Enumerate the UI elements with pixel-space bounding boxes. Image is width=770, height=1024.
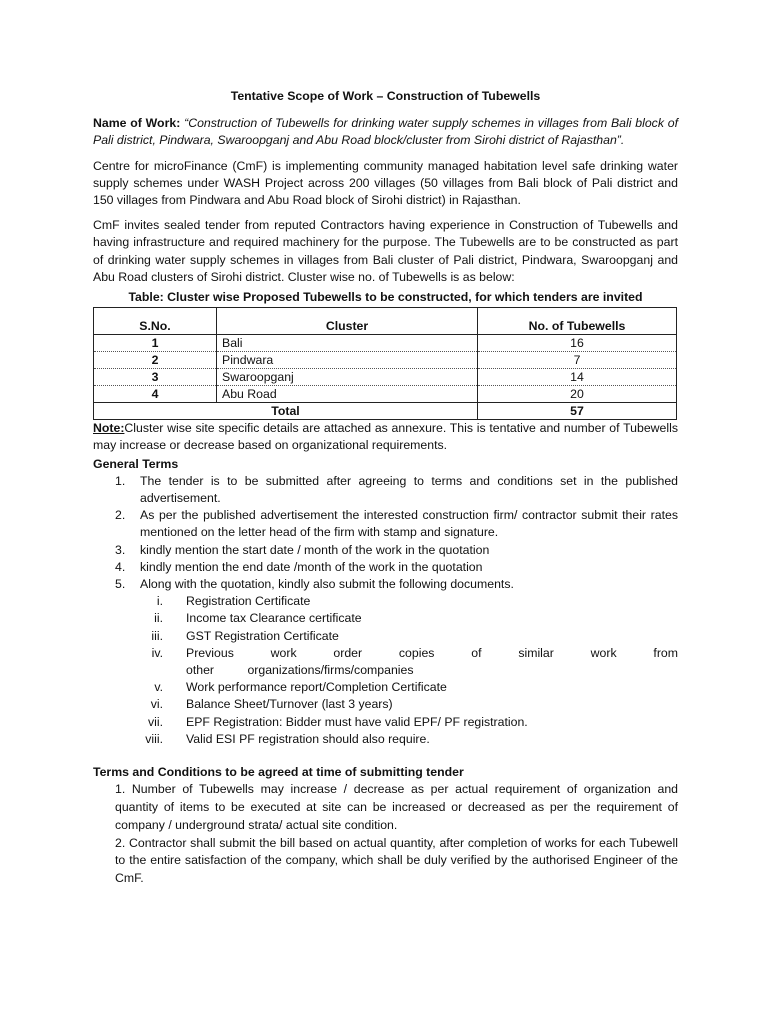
cell-cluster: Pindwara — [217, 352, 478, 369]
total-label: Total — [94, 403, 478, 420]
item-number: 3. — [115, 542, 126, 557]
item-text: Previous work order copies of similar work from other organizations/firms/companies — [186, 645, 678, 678]
item-text: EPF Registration: Bidder must have valid EPF/ PF registration. — [186, 714, 528, 729]
item-number: 4. — [115, 559, 126, 574]
item-number: ii. — [154, 611, 163, 626]
item-number: 2. — [115, 508, 126, 523]
terms-conditions-list — [93, 781, 678, 888]
cell-cluster: Swaroopganj — [217, 369, 478, 386]
name-of-work-text: “Construction of Tubewells for drinking water supply schemes in villages from Bali block of Pali district, Pindwara, Swaroopganj and Abu Road block/cluster from Sirohi district of Rajasthan”. — [93, 116, 679, 148]
name-of-work-paragraph — [93, 115, 678, 149]
header-sno: S.No. — [94, 308, 217, 335]
item-text: GST Registration Certificate — [186, 628, 339, 643]
item-number: 5. — [115, 577, 126, 592]
item-number: vi. — [150, 697, 163, 712]
general-terms-list — [93, 473, 678, 593]
item-text: Work performance report/Completion Certificate — [186, 680, 447, 695]
table-caption: Table: Cluster wise Proposed Tubewells to be constructed, for which tenders are invited — [128, 290, 643, 305]
header-cluster: Cluster — [217, 308, 478, 335]
item-text: Balance Sheet/Turnover (last 3 years) — [186, 697, 393, 712]
list-item — [93, 628, 678, 645]
item-text: As per the published advertisement the interested construction firm/ contractor submit their rates mentioned on the letter head of the firm with stamp and signature. — [140, 508, 678, 540]
note-label: Note: — [93, 421, 125, 436]
item-text: Along with the quotation, kindly also submit the following documents. — [140, 577, 514, 592]
name-of-work-label: Name of Work: — [93, 116, 181, 131]
list-item — [93, 645, 678, 679]
table-total-row — [94, 403, 677, 420]
list-item — [93, 731, 678, 748]
tubewell-table — [93, 307, 677, 420]
note-paragraph — [93, 420, 678, 454]
item-number: viii. — [145, 731, 163, 746]
list-item — [93, 559, 678, 576]
table-row — [94, 386, 677, 403]
list-item — [93, 696, 678, 713]
table-row — [94, 369, 677, 386]
cell-count: 20 — [478, 386, 677, 403]
list-item — [93, 679, 678, 696]
list-item — [93, 507, 678, 541]
item-text: Valid ESI PF registration should also require. — [186, 731, 430, 746]
note-text: Cluster wise site specific details are attached as annexure. This is tentative and number of Tubewells may increase or decrease based on organizational requirements. — [93, 421, 678, 453]
header-count: No. of Tubewells — [478, 308, 677, 335]
item-number: iii. — [151, 628, 163, 643]
item-number: vii. — [147, 714, 163, 729]
cell-cluster: Bali — [217, 335, 478, 352]
list-item — [93, 610, 678, 627]
item-text: kindly mention the start date / month of the work in the quotation — [140, 542, 490, 557]
list-item — [93, 542, 678, 559]
list-item — [93, 576, 678, 593]
cell-cluster: Abu Road — [217, 386, 478, 403]
item-number: v. — [154, 680, 163, 695]
spacer — [93, 748, 678, 764]
cell-sno: 4 — [94, 386, 217, 403]
documents-list — [93, 593, 678, 748]
cell-sno: 3 — [94, 369, 217, 386]
general-terms-heading: General Terms — [93, 456, 179, 471]
item-text: The tender is to be submitted after agreeing to terms and conditions set in the published advertisement. — [140, 473, 678, 506]
item-text: Income tax Clearance certificate — [186, 611, 362, 626]
table-header-row — [94, 308, 677, 335]
cell-count: 16 — [478, 335, 677, 352]
cell-count: 14 — [478, 369, 677, 386]
item-text: Registration Certificate — [186, 594, 311, 609]
table-row — [94, 352, 677, 369]
document-title: Tentative Scope of Work – Construction of Tubewells — [230, 89, 541, 103]
total-value: 57 — [478, 403, 677, 420]
cell-sno: 2 — [94, 352, 217, 369]
terms-conditions-heading: Terms and Conditions to be agreed at time of submitting tender — [93, 765, 464, 780]
item-number: 1. — [115, 473, 126, 488]
list-item — [93, 593, 678, 610]
invitation-paragraph: CmF invites sealed tender from reputed Contractors having experience in Construction of Tubewells and having infrastructure and required machinery for the purpose. The Tubewells are to be constructed as part of drinking water supply schemes in villages from Bali cluster of Pali district, Pindwara, Swaroopganj and Abu Road clusters of Sirohi district. Cluster wise no. of Tubewells is as below: — [93, 218, 678, 284]
list-item — [93, 714, 678, 731]
item-number: i. — [156, 594, 163, 609]
cell-sno: 1 — [94, 335, 217, 352]
list-item — [93, 473, 678, 507]
table-row — [94, 335, 677, 352]
list-item: 1. Number of Tubewells may increase / decrease as per actual requirement of organization and quantity of items to be executed at site can be increased or decreased as per the requirement of company / underground strata/ actual site condition. — [115, 782, 678, 832]
cell-count: 7 — [478, 352, 677, 369]
item-number: iv. — [151, 645, 163, 660]
intro-paragraph: Centre for microFinance (CmF) is implementing community managed habitation level safe drinking water supply schemes under WASH Project across 200 villages (50 villages from Bali block of Pali district and 150 villages from Pindwara and Abu Road block of Sirohi district) in Rajasthan. — [93, 158, 678, 208]
item-text: kindly mention the end date /month of the work in the quotation — [140, 559, 483, 574]
list-item: 2. Contractor shall submit the bill based on actual quantity, after completion of works for each Tubewell to the entire satisfaction of the company, which shall be duly verified by the authorised Engineer of the CmF. — [115, 835, 678, 886]
